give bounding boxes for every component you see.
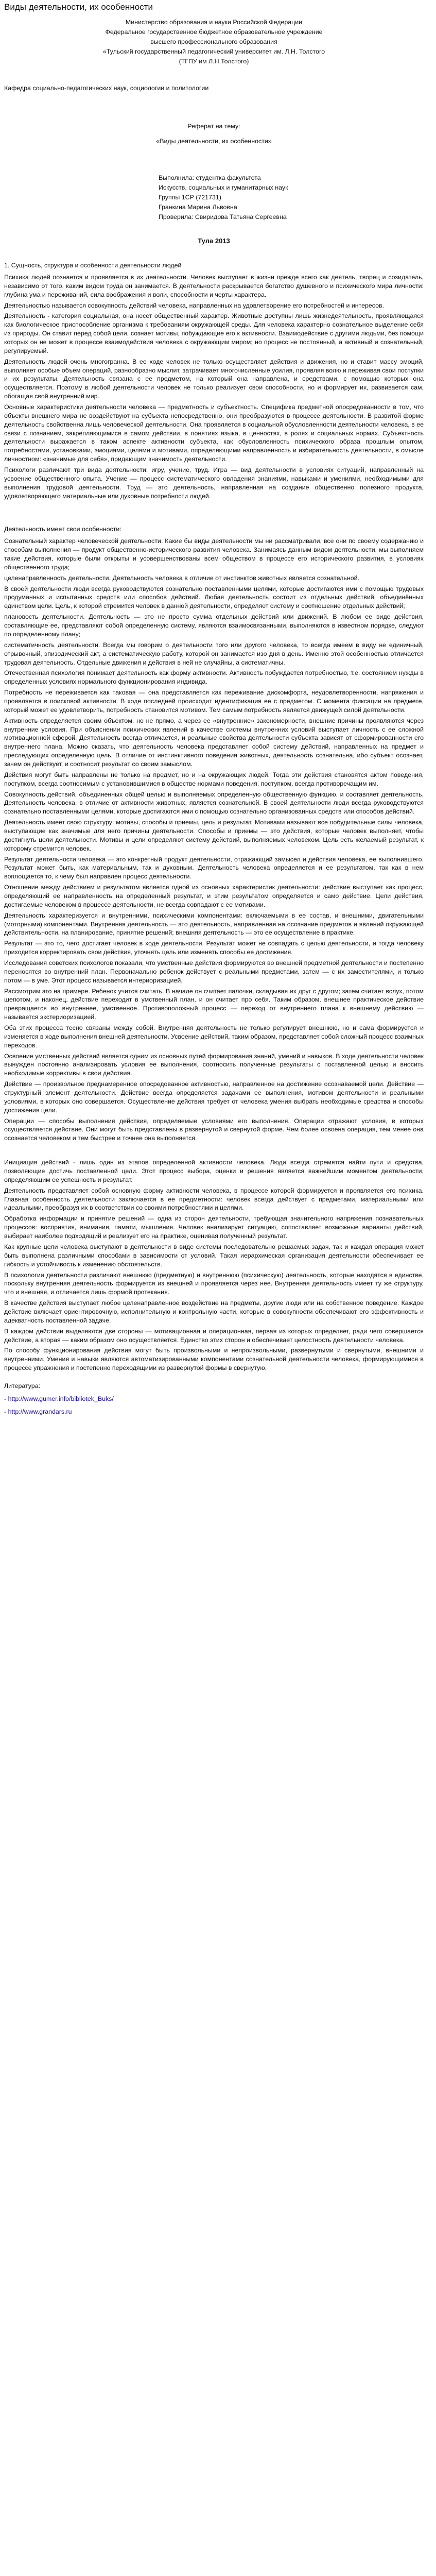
city-year: Тула 2013 <box>198 237 230 245</box>
paragraph: Активность определяется своим объектом, но не прямо, а через ее «внутренние» закономерности, внешние причины проявляются через внутренние условия. При объяснении психических явлений в качестве системы внутренних условий выступает личность с ее сложной мотивационной сферой. Деятельность всегда отличается, и реальные свойства деятельности субъекта зависят от сформированности его внутреннего плана. Можно сказать, что деятельность человека представляет собой систему действий, направленных на предмет и преследующих определенную цель. В отличие от инстинктивного поведения животных, деятельность сознательна, ибо субъект осознает, зачем он действует, и соотносит результат со своим замыслом. <box>4 717 424 768</box>
university-abbrev: (ТГПУ им Л.Н.Толстого) <box>179 57 249 65</box>
list-item: - http://www.gumer.info/bibliotek_Buks/ <box>4 1395 114 1402</box>
paragraph: Инициация действий - лишь один из этапов определенной активности человека. Люди всегда стремятся найти пути и средства, позволяющие достичь поставленной цели. Этот процесс выбора, оценки и решения является важнейшим моментом деятельности, определяющим ее успешность и результат. <box>4 1159 424 1183</box>
section-actions <box>4 1158 424 1372</box>
performer-block <box>4 174 424 221</box>
paragraph: В своей деятельности люди всегда руководствуются сознательно поставленными целями, которые достигаются ими с помощью трудовых продуманных и испытанных средств или способов действий. Любая деятельность состоит из отдельных действий, объединённых единством цели. Цель, к которой стремится человек в данной деятельности, определяет систему и соотношение отдельных действий; <box>4 585 424 610</box>
paragraph: Освоение умственных действий является одним из основных путей формирования знаний, умений и навыков. В ходе деятельности человек вынужден постоянно анализировать условия ее выполнения, соотносить полученные результаты с поставленной целью и вносить необходимые коррективы в свои действия. <box>4 1052 424 1077</box>
paragraph: Как крупные цели человека выступают в деятельности в виде системы последовательно решаемых задач, так и каждая операция может быть выполнена различными способами в зависимости от условий. Такая иерархическая организация деятельности обеспечивает ее гибкость и устойчивость к изменению обстоятельств. <box>4 1243 424 1268</box>
paragraph: Совокупность действий, объединенных общей целью и выполняемых определенную общественную функцию, и составляет деятельность. Деятельность человека, в отличие от активности животных, является сознательной. В своей деятельности люди всегда руководствуются сознательно поставленными целями, которые достигаются ими с помощью сознательно организованных средств или способов действий. <box>4 790 424 816</box>
paragraph: Сознательный характер человеческой деятельности. Какие бы виды деятельности мы ни рассматривали, все они по своему содержанию и способам выполнения — продукт общественно-исторического развития человека. Занимаясь данным видом деятельности, мы выполняем такие действия, которые были открыты и усовершенствованы всем обществом в процессе его исторического развития, в условиях общественного труда; <box>4 537 424 571</box>
document-page <box>0 1 428 1416</box>
ministry-line: Министерство образования и науки Российской Федерации <box>125 19 303 26</box>
list-item: - http://www.grandars.ru <box>4 1408 72 1415</box>
performer-line-3: Группы 1СР (721731) <box>159 193 221 201</box>
title-page-header <box>4 18 424 65</box>
paragraph: Рассмотрим это на примере. Ребенок учится считать. В начале он считает палочки, складывая их друг с другом; затем считает вслух, потом шепотом, и наконец, действие переходит в умственный план, и он считает про себя. Таким образом, внешнее практическое действие превращается во внутреннее, умственное. Противоположный процесс — переход от внутреннего плана к внешнему действию — называется экстериоризацией. <box>4 987 424 1021</box>
paragraph: плановость деятельности. Деятельность — это не просто сумма отдельных действий или движений. В любом ее виде действия, составляющие ее, представляют собой определенную систему, являются взаимосвязанными, выполняются в известном порядке, следуют по определенному плану; <box>4 613 424 638</box>
paragraph: Основные характеристики деятельности человека — предметность и субъектность. Специфика предметной опосредованности в том, что объекты внешнего мира не воздействуют на субъекта непосредственно, они преобразуются в процессе деятельности. В развитой форме деятельность свойственна лишь человеческой деятельности. Она проявляется в социальной обусловленности деятельности человека, в ее связи с познанием, закрепляющимися в самом действии, в понятиях языка, в ценностях, в ролях и социальных нормах. Субъектность деятельности выражается в таком аспекте активности субъекта, как обусловленность психического образа прошлым опытом, потребностями, установками, эмоциями, целями и мотивами, определяющими направленность и избирательность деятельности, в смысле личностном: «значимые для себя», придающим значимость деятельности. <box>4 403 424 463</box>
literature-link[interactable]: http://www.gumer.info/bibliotek_Buks/ <box>8 1395 114 1402</box>
institution-line-1: Федеральное государственное бюджетное образовательное учреждение <box>105 28 323 36</box>
report-type: Реферат на тему: <box>187 122 240 130</box>
paragraph: В каждом действии выделяются две стороны — мотивационная и операционная, первая из которых определяет, ради чего совершается действие, а вторая — каким образом оно осуществляется. Единство этих сторон и обеспечивает целостность деятельности человека. <box>4 1327 424 1344</box>
paragraph: Результат — это то, чего достигает человек в ходе деятельности. Результат может не совпадать с целью деятельности, и тогда человеку приходится корректировать свои действия, уточнять цель или изменять способы ее достижения. <box>4 940 424 956</box>
performer-line-4: Гранкина Марина Львовна <box>159 203 237 211</box>
paragraph: Исследования советских психологов показали, что умственные действия формируются во внешней предметной деятельности и постепенно переносятся во внутренний план. Первоначально ребенок действует с реальными предметами, затем — с их заместителями, и только потом — в уме. Этот процесс называется интериоризацией. <box>4 959 424 984</box>
performer-line-2: Искусств, социальных и гуманитарных наук <box>159 184 288 192</box>
paragraph: По способу функционирования действия могут быть произвольными и непроизвольными, развернутыми и свернутыми, внешними и внутренними. Умения и навыки являются автоматизированными компонентами сознательной деятельности человека, формирующимися в процессе упражнения и постепенно переходящими из развернутой формы в свернутую. <box>4 1347 424 1372</box>
performer-line-1: Выполнила: студентка факультета <box>159 174 261 182</box>
paragraph: Операции — способы выполнения действия, определяемые условиями его выполнения. Операции отражают условия, в которых осуществляется действие. Они могут быть представлены в развернутой и свернутой форме. Чем более освоена операция, тем менее она осознается человеком и тем быстрее и точнее она выполняется. <box>4 1117 424 1142</box>
paragraph: Психологи различают три вида деятельности: игру, учение, труд. Игра — вид деятельности в условиях ситуаций, направленный на усвоение общественного опыта. Учение — процесс систематического овладения знаниями, навыками и умениями, необходимыми для выполнения трудовой деятельности. Труд — это деятельность, направленная на создание общественно полезного продукта, удовлетворяющего материальные или духовные потребности людей. <box>4 466 424 500</box>
paragraph: В психологии деятельности различают внешнюю (предметную) и внутреннюю (психическую) деятельность, которые находятся в единстве, поскольку внутренняя деятельность формируется из внешней и проявляется через нее. Внутренняя деятельность имеет ту же структуру, что и внешняя, и отличается лишь формой протекания. <box>4 1271 424 1296</box>
paragraph: Действие — произвольное преднамеренное опосредованное активностью, направленное на достижение осознаваемой цели. Действие — структурный элемент деятельности. Действие всегда определяется задачами ее выполнения, мотивом деятельности и реальными условиями, в которых оно совершается. Осуществление действия требует от человека умения выбрать необходимые средства и способы достижения цели. <box>4 1080 424 1114</box>
report-topic: «Виды деятельности, их особенности» <box>156 137 272 145</box>
paragraph: Деятельность имеет свою структуру: мотивы, способы и приемы, цель и результат. Мотивами называют все побудительные силы человека, выступающие как значимые для него причины деятельности. Способы и приемы — это действия, которые человек выполняет, чтобы достигнуть цели деятельности. Мотивы и цели определяют систему действий, выполняемых человеком. Цель есть желаемый результат, к которому стремится человек. <box>4 819 424 852</box>
university-line: «Тульский государственный педагогический университет им. Л.Н. Толстого <box>102 47 325 55</box>
document-title: Виды деятельности, их особенности <box>4 2 153 12</box>
paragraph: Деятельностью называется совокупность действий человека, направленных на удовлетворение его потребностей и интересов. <box>4 301 385 309</box>
paragraph: систематичность деятельности. Всегда мы говорим о деятельности того или другого человека, то всегда имеем в виду не единичный, отрывочный, эпизодический акт, а систематическую работу, которой он занимается изо дня в день. Именно этой особенностью отличается трудовая деятельность. Отдельные движения и действия в ней не случайны, а систематичны. <box>4 641 424 666</box>
paragraph: целенаправленность деятельности. Деятельность человека в отличие от инстинктов животных является сознательной. <box>4 574 359 582</box>
paragraph: Отечественная психология понимает деятельность как форму активности. Активность побуждается потребностью, т.е. состоянием нужды в определенных условиях нормального функционирования индивида. <box>4 669 424 686</box>
paragraph: Деятельность характеризуется и внутренними, психическими компонентами: включаемыми в ее состав, и внешними, двигательными (моторными) компонентами. Внутренняя деятельность — это деятельность, направленная на осознание предметов и явлений окружающей действительности, на планирование, принятие решений; внешняя деятельность — это ее осуществление в практике. <box>4 911 424 937</box>
paragraph: Обработка информации и принятие решений — одна из сторон деятельности, требующая значительного напряжения познавательных процессов: восприятия, внимания, памяти, мышления. Человек анализирует ситуацию, сопоставляет возможные варианты действий, выбирает наиболее подходящий и реализует его на практике, оценивая полученный результат. <box>4 1215 424 1240</box>
literature-link[interactable]: http://www.grandars.ru <box>8 1408 72 1415</box>
paragraph: Деятельность людей очень многогранна. В ее ходе человек не только осуществляет действия и движения, но и ставит массу эмоций, выполняет особые объем операций, разнообразно мыслит, затрачивает многочисленные усилия, проявляя волю и переживая свои поступки и их результаты. Деятельность связана с ее предметом, на который она направлена, и средствами, с помощью которых она осуществляется. Поэтому в любой деятельности человек не только реализует свои способности, но и формирует их, развивается сам, обогащая свой внутренний мир. <box>4 358 424 400</box>
paragraph: Отношение между действием и результатом является одной из основных характеристик деятельности: действие выступает как процесс, определяющий ее направленность на определенный результат, и этим результатом определяется и само действие. Цели действия, достигаемые человеком в процессе деятельности, не всегда совпадают с ее мотивами. <box>4 884 424 908</box>
performer-line-5: Проверила: Свиридова Татьяна Сергеевна <box>159 213 287 221</box>
institution-line-2: высшего профессионального образования <box>150 38 277 45</box>
paragraph: Деятельность представляет собой основную форму активности человека, в процессе которой формируется и проявляется его психика. Главная особенность деятельности заключается в ее предметности: человек всегда действует с предметами, материальными или идеальными, преобразуя их в соответствии со своими потребностями и целями. <box>4 1187 424 1212</box>
paragraph: Деятельность - категория социальная, она несет общественный характер. Животные доступны лишь жизнедеятельность, проявляющаяся как биологическое приспособление организма к требованиям окружающей среды. Для человека характерно сознательное выделение себя из природы. Он ставит перед собой цели, сознает мотивы, побуждающие его к активности. Взаимодействие с другими людьми, без помощи которых он не может в процессе взаимодействия человека с окружающим миром; но процесс не постоянный, а активный и сознательный, регулируемый. <box>4 312 424 354</box>
paragraph: Психика людей познается и проявляется в их деятельности. Человек выступает в жизни прежде всего как деятель, творец и созидатель, независимо от того, каким видом труда он занимается. В деятельности раскрывается богатство душевного и психического мира личности: глубина ума и переживаний, сила воображения и воли, способности и черты характера. <box>4 273 424 298</box>
literature-heading: Литература: <box>4 1382 41 1389</box>
department-line: Кафедра социально-педагогических наук, социологии и политологии <box>4 84 209 92</box>
paragraph: Оба этих процесса тесно связаны между собой. Внутренняя деятельность не только регулирует внешнюю, но и сама формируется и изменяется в ходе выполнения внешней деятельности. Усвоение действий, таким образом, представляет собой сложный процесс взаимных переходов. <box>4 1024 424 1049</box>
section-features <box>4 525 424 1143</box>
paragraph: Результат деятельности человека — это конкретный продукт деятельности, отражающий замысел и действия человека, ее выполнившего. Результат может быть, как материальным, так и духовным. Деятельность человека определяется и ее результатом, так как в нем воплощается то, к чему был направлен процесс деятельности. <box>4 855 424 880</box>
section-heading: Деятельность имеет свои особенности: <box>4 526 121 533</box>
paragraph: Действия могут быть направлены не только на предмет, но и на окружающих людей. Тогда эти действия становятся актом поведения, поступком, всегда соотносимым с установившимися в обществе нормами поведения, поступком, всегда противоречащим им. <box>4 771 424 787</box>
section-essence <box>4 261 424 500</box>
paragraph: Потребность не переживается как таковая — она представляется как переживание дискомфорта, неудовлетворенности, напряжения и проявляется в поисковой активности. В ходе последней происходит идентификация ее с предметом. С момента фиксации на предмете, который может ее удовлетворить, потребность становится мотивом. Тем самым потребность является движущей силой деятельности. <box>4 689 424 714</box>
literature-section <box>4 1382 424 1416</box>
paragraph: В качестве действия выступает любое целенаправленное воздействие на предметы, другие люди или на собственное поведение. Каждое действие включает ориентировочную, исполнительную и контрольную части, которые в совокупности обеспечивают его эффективность и адекватность поставленной задаче. <box>4 1299 424 1324</box>
section-heading: 1. Сущность, структура и особенности деятельности людей <box>4 262 182 269</box>
literature-list <box>4 1395 424 1416</box>
